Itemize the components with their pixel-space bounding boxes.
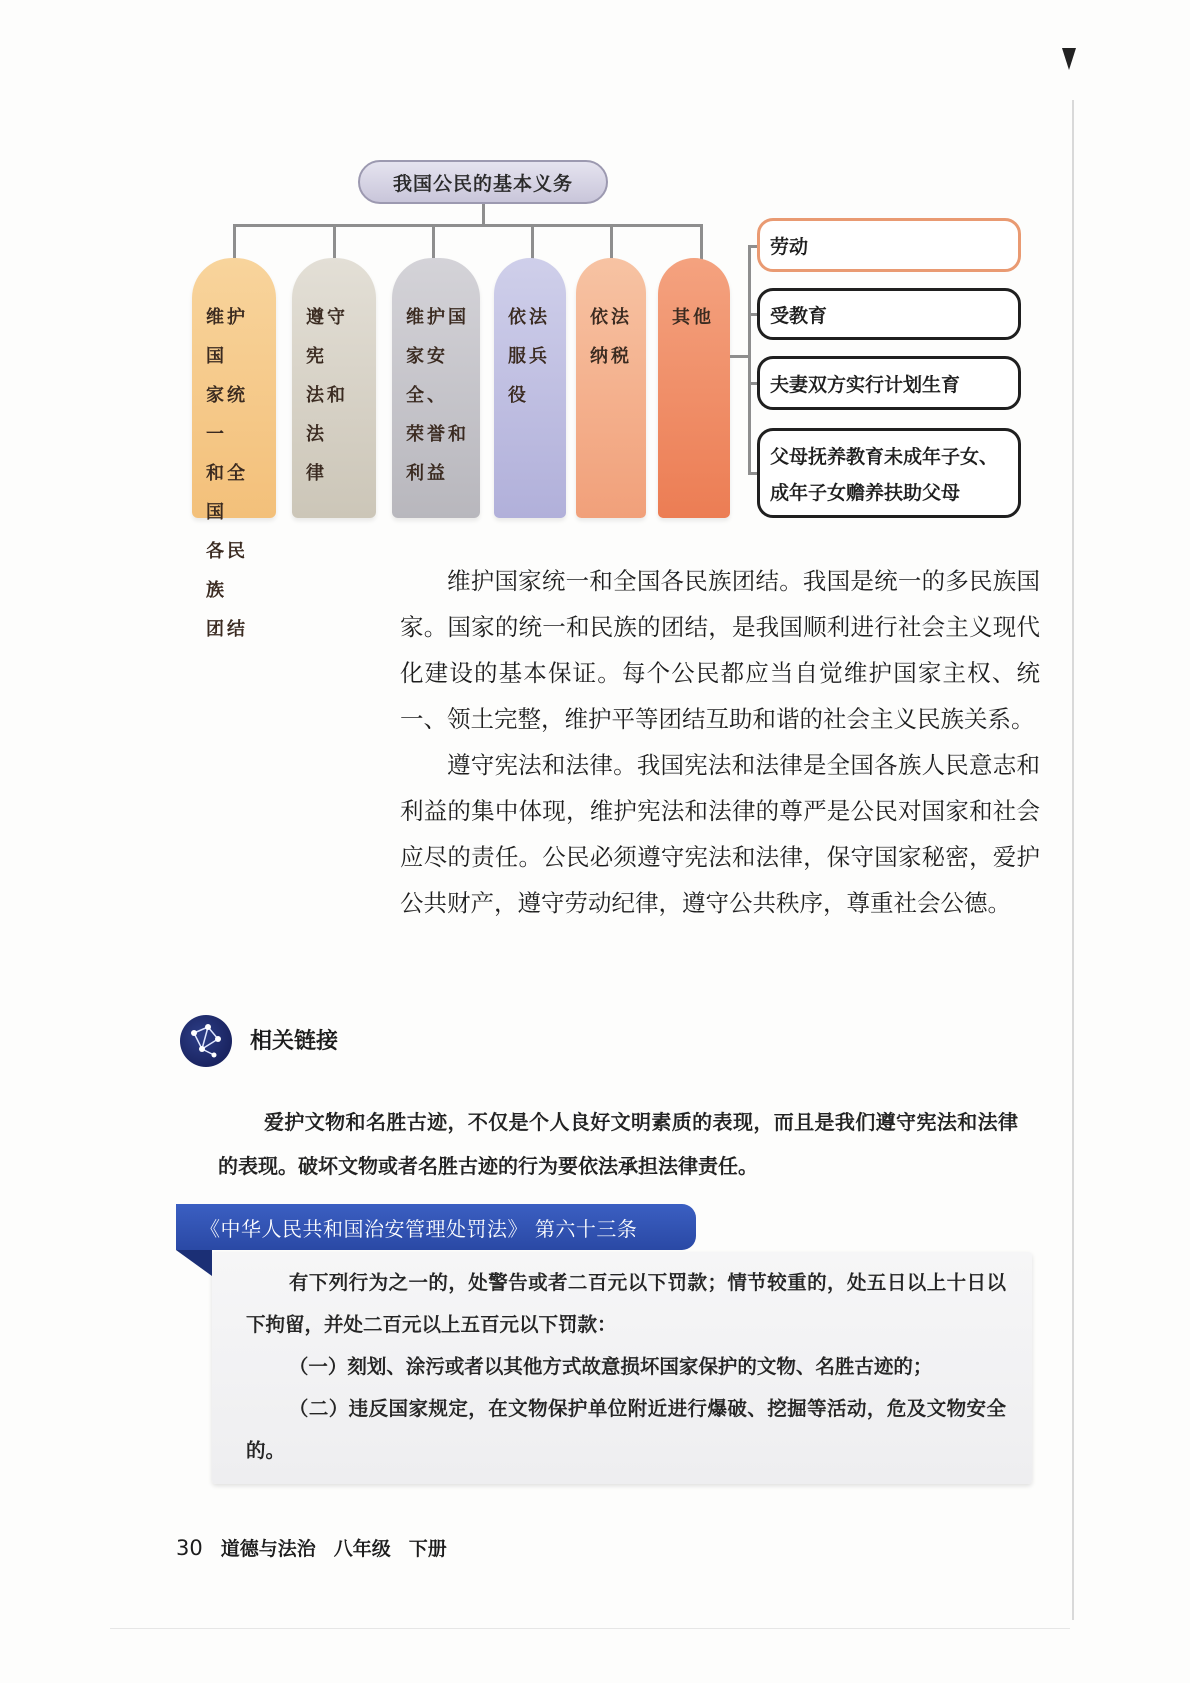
connector-drop-3 [432,224,435,260]
connector-drop-5 [610,224,613,260]
book-title: 道德与法治 [220,1538,316,1560]
volume-label: 下册 [408,1538,447,1560]
connector-drop-2 [333,224,336,260]
related-link-title: 相关链接 [250,1029,339,1054]
related-link-text: 爱护文物和名胜古迹，不仅是个人良好文明素质的表现，而且是我们遵守宪法和法律的表现。破坏文物或者名胜古迹的行为要依法承担法律责任。 [218,1110,1018,1178]
connector-drop-1 [233,224,236,260]
paragraph-obey-constitution: 遵守宪法和法律。我国宪法和法律是全国各族人民意志和利益的集中体现，维护宪法和法律的尊严是公民对国家和社会应尽的责任。公民必须遵守宪法和法律，保守国家秘密，爱护公共财产，遵守劳动纪律，遵守公共秩序，尊重社会公德。 [400,751,1040,917]
law-paragraph-3: （二）违反国家规定，在文物保护单位附近进行爆破、挖掘等活动，危及文物安全的。 [246,1397,1006,1462]
pillar-military-service: 依法 服兵 役 [494,258,566,518]
law-text [246,1262,1006,1472]
law-paragraph-2: （一）刻划、涂污或者以其他方式故意损坏国家保护的文物、名胜古迹的； [288,1355,933,1378]
duty-parents-children-box: 父母抚养教育未成年子女、 成年子女赡养扶助父母 [757,428,1021,518]
page-edge-line [1072,100,1074,1620]
law-paragraph-1: 有下列行为之一的，处警告或者二百元以下罚款；情节较重的，处五日以上十日以下拘留，并处二百元以上五百元以下罚款： [246,1271,1006,1336]
connector-drop-6 [700,224,703,260]
connector-drop-4 [531,224,534,260]
pillar-other: 其他 [658,258,730,518]
bottom-divider [110,1628,1070,1629]
law-banner: 《中华人民共和国治安管理处罚法》 第六十三条 [176,1204,696,1250]
duty-labor-box: 劳动 [757,218,1021,272]
pillar-obey-constitution: 遵守宪 法和法 律 [292,258,376,518]
paragraph-national-unity: 维护国家统一和全国各民族团结。我国是统一的多民族国家。国家的统一和民族的团结，是我国顺利进行社会主义现代化建设的基本保证。每个公民都应当自觉维护国家主权、统一、领土完整，维护平等团结互助和谐的社会主义民族关系。 [400,567,1040,733]
bracket-stem [730,355,750,358]
pillar-pay-taxes: 依法 纳税 [576,258,646,518]
connector-horizontal [233,224,703,227]
bracket-vertical [748,245,751,473]
duty-family-planning-box: 夫妻双方实行计划生育 [757,356,1021,410]
body-text [400,558,1040,926]
diagram-title: 我国公民的基本义务 [358,160,608,204]
pillar-national-unity: 维护国 家统一 和全国 各民族 团结 [192,258,276,518]
duty-education-box: 受教育 [757,288,1021,340]
grade-label: 八年级 [333,1538,391,1560]
connector-vertical-top [482,204,485,226]
corner-triangle-icon [1062,48,1076,70]
page-footer [176,1534,447,1561]
network-icon [180,1015,232,1067]
pillar-national-security: 维护国 家安全、 荣誉和 利益 [392,258,480,518]
page-number: 30 [176,1536,203,1560]
banner-fold [176,1250,212,1276]
